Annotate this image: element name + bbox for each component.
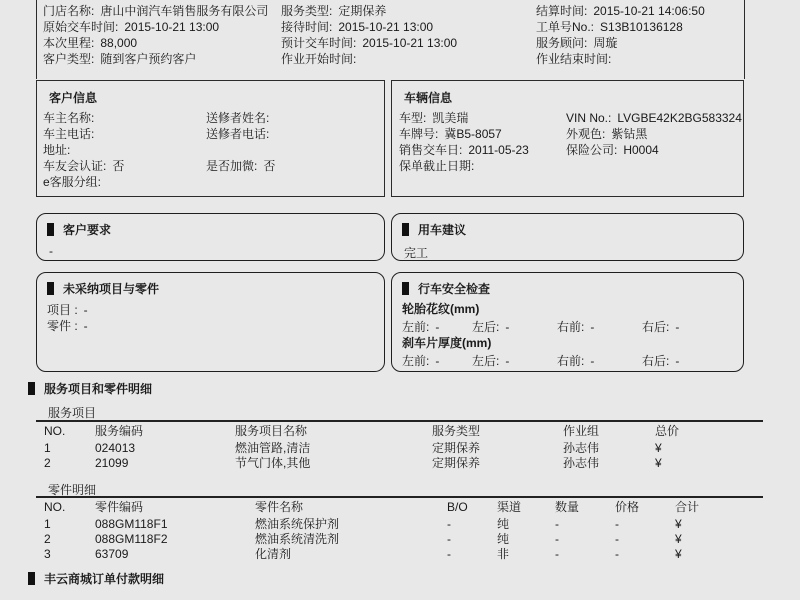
field-value: 定期保养 xyxy=(338,4,387,18)
field-value: 2015-10-21 13:00 xyxy=(362,36,458,50)
column-header: 数量 xyxy=(555,500,580,514)
parts-table-subtitle: 零件明细 xyxy=(48,483,97,497)
wechat-added-field xyxy=(206,159,275,173)
field-label: 车型: xyxy=(399,111,427,125)
table-row xyxy=(36,456,763,471)
unadopted-project-field xyxy=(47,303,88,317)
column-header: 零件名称 xyxy=(255,500,304,514)
vehicle-info-title: 车辆信息 xyxy=(404,91,453,105)
sale-delivery-date-field xyxy=(399,143,529,157)
field-value: 否 xyxy=(112,159,125,173)
table-cell: - xyxy=(447,547,451,561)
rear-right-field xyxy=(642,352,679,369)
table-cell: 纯 xyxy=(497,532,510,546)
field-value: 2015-10-21 14:06:50 xyxy=(593,4,705,18)
front-left-field xyxy=(402,352,439,369)
safety-check-box xyxy=(391,272,744,372)
field-label: 右后: xyxy=(642,320,670,334)
field-label: 右后: xyxy=(642,354,670,368)
field-label: 车牌号: xyxy=(399,127,439,141)
field-value: - xyxy=(83,319,88,333)
rear-right-field xyxy=(642,318,679,335)
vehicle-advice-title: 用车建议 xyxy=(418,223,467,237)
field-label: 项目 : xyxy=(47,303,78,317)
field-label: 销售交车日: xyxy=(399,143,463,157)
field-value: - xyxy=(435,354,440,368)
field-label: 左后: xyxy=(472,354,500,368)
column-header: 渠道 xyxy=(497,500,522,514)
column-header: 服务编码 xyxy=(95,424,144,438)
box-title-row xyxy=(402,280,490,297)
field-value: 紫钻黑 xyxy=(611,127,648,141)
field-label: 左前: xyxy=(402,354,430,368)
section-bar-icon xyxy=(47,282,54,295)
table-cell: ¥ xyxy=(675,547,682,561)
table-cell: 024013 xyxy=(95,441,136,455)
field-label: 左后: xyxy=(472,320,500,334)
front-right-field xyxy=(557,318,594,335)
table-cell: 燃油系统清洗剂 xyxy=(255,532,340,546)
column-header: 服务项目名称 xyxy=(235,424,308,438)
field-label: 地址: xyxy=(43,143,71,157)
table-cell: 纯 xyxy=(497,517,510,531)
estimated-delivery-time-field xyxy=(281,35,457,51)
mall-payment-section-title-row xyxy=(28,570,164,587)
table-cell: 定期保养 xyxy=(432,441,481,455)
field-value: - xyxy=(83,303,88,317)
field-label: 右前: xyxy=(557,354,585,368)
table-cell: - xyxy=(615,547,619,561)
table-cell: 2 xyxy=(44,532,51,546)
field-value: - xyxy=(675,320,680,334)
table-cell: ¥ xyxy=(655,456,662,470)
table-cell: 21099 xyxy=(95,456,129,470)
reception-time-field xyxy=(281,19,457,35)
field-label: 保单截止日期: xyxy=(399,159,475,173)
table-cell: - xyxy=(555,517,559,531)
rear-left-field xyxy=(472,318,509,335)
insurance-company-field xyxy=(566,143,659,157)
service-items-table xyxy=(36,420,763,471)
plate-number-field xyxy=(399,127,502,141)
brake-pad-group-name: 刹车片厚度(mm) xyxy=(402,336,492,350)
field-label: 结算时间: xyxy=(536,4,588,18)
service-type-field xyxy=(281,3,457,19)
settlement-time-field xyxy=(536,3,705,19)
table-cell: 节气门体,其他 xyxy=(235,456,311,470)
table-row xyxy=(36,532,763,547)
box-title-row xyxy=(402,221,466,238)
table-row xyxy=(36,547,763,562)
column-header: 总价 xyxy=(655,424,680,438)
field-label: 送修者姓名: xyxy=(206,111,270,125)
table-row xyxy=(36,441,763,456)
brake-pad-values-row xyxy=(392,352,743,368)
unadopted-title: 未采纳项目与零件 xyxy=(63,282,160,296)
work-order-header xyxy=(36,0,745,79)
customer-request-content: - xyxy=(49,244,53,258)
mall-payment-section-title: 丰云商城订单付款明细 xyxy=(44,572,165,586)
field-value: 冀B5-8057 xyxy=(444,127,502,141)
column-header: B/O xyxy=(447,500,468,514)
front-right-field xyxy=(557,352,594,369)
section-bar-icon xyxy=(28,572,35,585)
table-cell: ¥ xyxy=(675,532,682,546)
table-cell: - xyxy=(555,547,559,561)
service-table-subtitle: 服务项目 xyxy=(48,406,97,420)
field-label: 作业开始时间: xyxy=(281,52,357,66)
field-value: - xyxy=(675,354,680,368)
field-value: 2011-05-23 xyxy=(468,143,529,157)
field-value: 2015-10-21 13:00 xyxy=(338,20,434,34)
field-value: - xyxy=(435,320,440,334)
column-header: NO. xyxy=(44,424,66,438)
table-cell: 088GM118F1 xyxy=(95,517,168,531)
service-advisor-field xyxy=(536,35,705,51)
original-delivery-time-field xyxy=(43,19,268,35)
field-label: 车主电话: xyxy=(43,127,95,141)
customer-info-box xyxy=(36,80,385,197)
column-header: 服务类型 xyxy=(432,424,481,438)
service-section-title: 服务项目和零件明细 xyxy=(44,382,153,396)
field-value: LVGBE42K2BG583324 xyxy=(617,111,742,125)
vehicle-advice-box xyxy=(391,213,744,261)
field-label: 保险公司: xyxy=(566,143,618,157)
header-column-3 xyxy=(536,3,705,67)
field-value: 随到客户预约客户 xyxy=(100,52,197,66)
header-column-1 xyxy=(43,3,268,67)
field-value: 2015-10-21 13:00 xyxy=(124,20,220,34)
service-section-title-row xyxy=(28,380,152,397)
column-header: 作业组 xyxy=(563,424,600,438)
table-cell: - xyxy=(447,517,451,531)
table-header-row xyxy=(36,421,763,441)
customer-request-box xyxy=(36,213,385,261)
e-service-group-field xyxy=(43,175,107,189)
section-bar-icon xyxy=(47,223,54,236)
table-cell: ¥ xyxy=(655,441,662,455)
column-header: NO. xyxy=(44,500,66,514)
column-header: 零件编码 xyxy=(95,500,144,514)
field-value: - xyxy=(590,320,595,334)
table-cell: 3 xyxy=(44,547,51,561)
field-label: 服务类型: xyxy=(281,4,333,18)
table-cell: 63709 xyxy=(95,547,129,561)
car-model-field xyxy=(399,111,468,125)
field-label: 工单号No.: xyxy=(536,20,595,34)
owner-name-field xyxy=(43,111,100,125)
field-label: 左前: xyxy=(402,320,430,334)
safety-check-title: 行车安全检查 xyxy=(418,282,491,296)
address-field xyxy=(43,143,76,157)
column-header: 合计 xyxy=(675,500,700,514)
table-cell: 化清剂 xyxy=(255,547,292,561)
field-value: - xyxy=(590,354,595,368)
field-label: 客户类型: xyxy=(43,52,95,66)
vin-field xyxy=(566,111,742,125)
customer-request-title: 客户要求 xyxy=(63,223,112,237)
field-label: 作业结束时间: xyxy=(536,52,612,66)
field-value: S13B10136128 xyxy=(600,20,683,34)
field-value: 凯美瑞 xyxy=(432,111,469,125)
field-label: 车主名称: xyxy=(43,111,95,125)
field-value: - xyxy=(505,354,510,368)
field-label: 原始交车时间: xyxy=(43,20,119,34)
field-value: H0004 xyxy=(623,143,659,157)
table-cell: 燃油管路,清洁 xyxy=(235,441,311,455)
table-cell: 孙志伟 xyxy=(563,441,600,455)
tire-tread-group-name: 轮胎花纹(mm) xyxy=(402,302,480,316)
customer-type-field xyxy=(43,51,268,67)
table-cell: - xyxy=(447,532,451,546)
field-value: 唐山中润汽车销售服务有限公司 xyxy=(100,4,269,18)
table-row xyxy=(36,517,763,532)
table-cell: 燃油系统保护剂 xyxy=(255,517,340,531)
table-cell: - xyxy=(615,517,619,531)
column-header: 价格 xyxy=(615,500,640,514)
field-label: 零件 : xyxy=(47,319,78,333)
header-column-2 xyxy=(281,3,457,67)
work-end-time-field xyxy=(536,51,705,67)
sender-phone-field xyxy=(206,127,275,141)
customer-info-title: 客户信息 xyxy=(49,91,98,105)
owner-phone-field xyxy=(43,127,100,141)
field-label: 门店名称: xyxy=(43,4,95,18)
policy-expiry-field xyxy=(399,159,480,173)
car-club-certified-field xyxy=(43,159,124,173)
exterior-color-field xyxy=(566,127,647,141)
section-bar-icon xyxy=(402,223,409,236)
field-label: 车友会认证: xyxy=(43,159,107,173)
field-label: VIN No.: xyxy=(566,111,612,125)
field-value: 否 xyxy=(263,159,276,173)
vehicle-advice-content: 完工 xyxy=(404,246,429,260)
store-name-field xyxy=(43,3,268,19)
table-cell: 定期保养 xyxy=(432,456,481,470)
section-bar-icon xyxy=(402,282,409,295)
field-label: 服务顾问: xyxy=(536,36,588,50)
field-label: 右前: xyxy=(557,320,585,334)
field-label: 是否加微: xyxy=(206,159,258,173)
table-cell: - xyxy=(615,532,619,546)
field-label: 接待时间: xyxy=(281,20,333,34)
unadopted-items-box xyxy=(36,272,385,372)
field-value: - xyxy=(505,320,510,334)
table-cell: 2 xyxy=(44,456,51,470)
unadopted-parts-field xyxy=(47,319,88,333)
section-bar-icon xyxy=(28,382,35,395)
field-label: 送修者电话: xyxy=(206,127,270,141)
vehicle-info-box xyxy=(391,80,744,197)
parts-detail-table xyxy=(36,496,763,562)
field-label: 本次里程: xyxy=(43,36,95,50)
table-cell: 088GM118F2 xyxy=(95,532,168,546)
rear-left-field xyxy=(472,352,509,369)
table-cell: 孙志伟 xyxy=(563,456,600,470)
work-start-time-field xyxy=(281,51,457,67)
table-cell: ¥ xyxy=(675,517,682,531)
field-label: 外观色: xyxy=(566,127,606,141)
work-order-no-field xyxy=(536,19,705,35)
mileage-field xyxy=(43,35,268,51)
field-label: 预计交车时间: xyxy=(281,36,357,50)
table-cell: 1 xyxy=(44,441,51,455)
tire-tread-values-row xyxy=(392,318,743,334)
sender-name-field xyxy=(206,111,275,125)
field-value: 周璇 xyxy=(593,36,618,50)
front-left-field xyxy=(402,318,439,335)
box-title-row xyxy=(47,280,159,297)
field-label: e客服分组: xyxy=(43,175,102,189)
table-cell: 1 xyxy=(44,517,51,531)
table-cell: - xyxy=(555,532,559,546)
table-header-row xyxy=(36,497,763,517)
box-title-row xyxy=(47,221,111,238)
table-cell: 非 xyxy=(497,547,510,561)
field-value: 88,000 xyxy=(100,36,138,50)
